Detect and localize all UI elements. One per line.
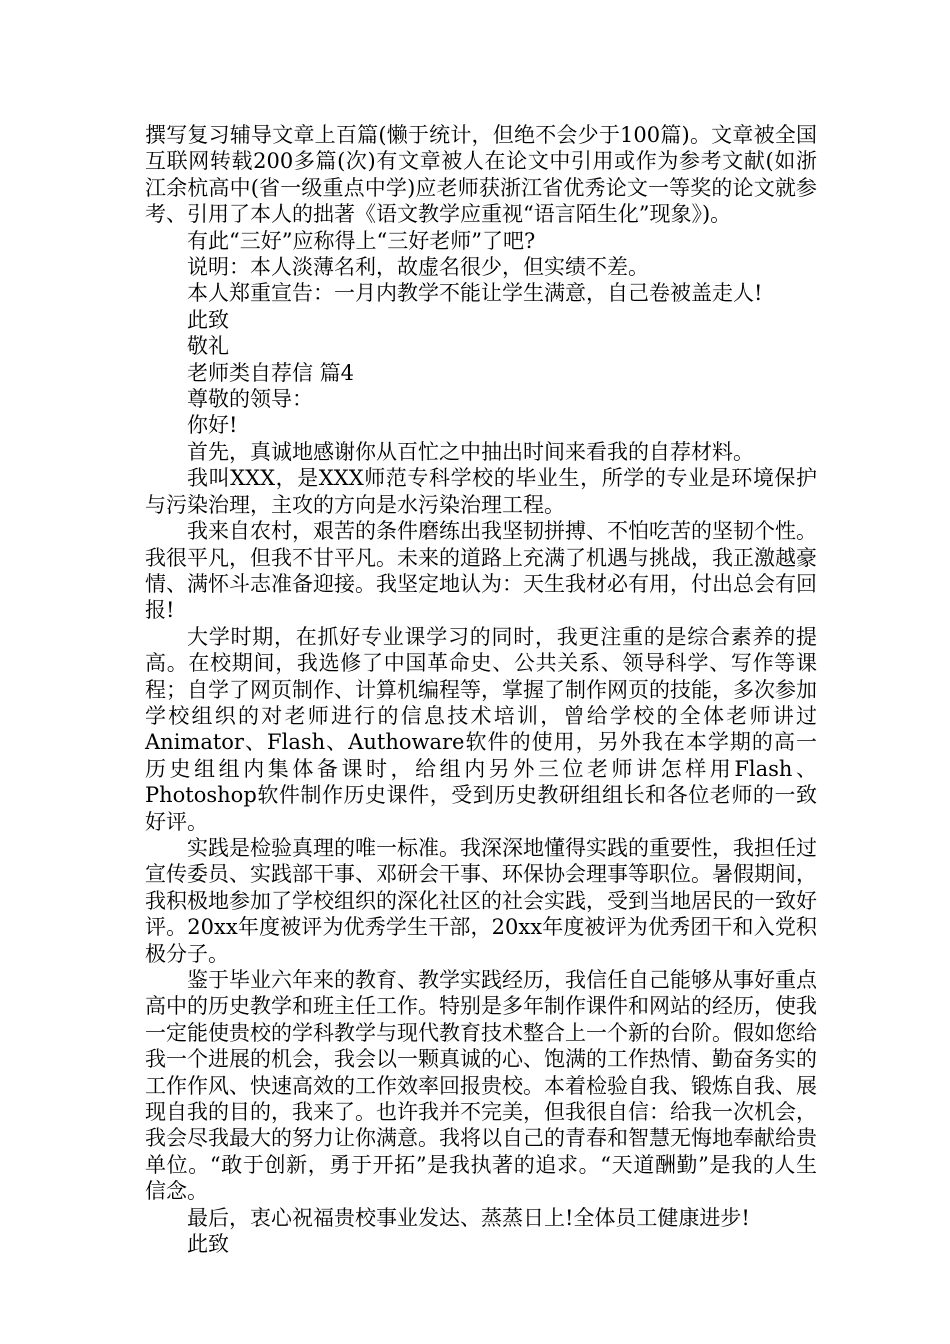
paragraph-3: 说明：本人淡薄名利，故虚名很少，但实绩不差。 <box>187 255 649 280</box>
paragraph-1: 撰写复习辅导文章上百篇(懒于统计，但绝不会少于100篇)。文章被全国互联网转载200多篇(次)有文章被人在论文中引用或作为参考文献(如浙江余杭高中(省一级重点中学)应老师获浙江省优秀论文一等奖的论文就参考、引用了本人的拙著《语文教学应重视“语言陌生化”现象》)。 <box>145 123 817 227</box>
section-heading: 老师类自荐信 篇4 <box>187 360 355 385</box>
closing-greeting-2: 此致 <box>187 1232 229 1257</box>
paragraph-2: 有此“三好”应称得上“三好老师”了吧? <box>187 228 536 253</box>
salutation: 尊敬的领导： <box>187 387 313 412</box>
closing-salute: 敬礼 <box>187 334 229 359</box>
paragraph-4: 本人郑重宣告：一月内教学不能让学生满意，自己卷被盖走人! <box>187 281 763 306</box>
closing-greeting-1: 此致 <box>187 307 229 332</box>
paragraph-16: 最后，衷心祝福贵校事业发达、蒸蒸日上!全体员工健康进步! <box>187 1205 750 1230</box>
paragraph-11: 我叫XXX，是XXX师范专科学校的毕业生，所学的专业是环境保护与污染治理，主攻的方向是水污染治理工程。 <box>145 466 817 517</box>
paragraph-10: 首先，真诚地感谢你从百忙之中抽出时间来看我的自荐材料。 <box>187 439 754 464</box>
paragraph-13: 大学时期，在抓好专业课学习的同时，我更注重的是综合素养的提高。在校期间，我选修了中国革命史、公共关系、领导科学、写作等课程；自学了网页制作、计算机编程等，掌握了制作网页的技能，多次参加学校组织的对老师进行的信息技术培训，曾给学校的全体老师讲过Animator、Flash、Authoware软件的使用，另外我在本学期的高一历史组组内集体备课时，给组内另外三位老师讲怎样用Flash、Photoshop软件制作历史课件，受到历史教研组组长和各位老师的一致好评。 <box>145 624 817 834</box>
document-page <box>145 122 817 1257</box>
paragraph-15: 鉴于毕业六年来的教育、教学实践经历，我信任自己能够从事好重点高中的历史教学和班主任工作。特别是多年制作课件和网站的经历，使我一定能使贵校的学科教学与现代教育技术整合上一个新的台阶。假如您给我一个进展的机会，我会以一颗真诚的心、饱满的工作热情、勤奋务实的工作作风、快速高效的工作效率回报贵校。本着检验自我、锻炼自我、展现自我的目的，我来了。也许我并不完美，但我很自信：给我一次机会，我会尽我最大的努力让你满意。我将以自己的青春和智慧无悔地奉献给贵单位。“敢于创新，勇于开拓”是我执著的追求。“天道酬勤”是我的人生信念。 <box>145 968 817 1204</box>
greeting: 你好! <box>187 413 238 438</box>
paragraph-14: 实践是检验真理的唯一标准。我深深地懂得实践的重要性，我担任过宣传委员、实践部干事、邓研会干事、环保协会理事等职位。暑假期间，我积极地参加了学校组织的深化社区的社会实践，受到当地居民的一致好评。20xx年度被评为优秀学生干部，20xx年度被评为优秀团干和入党积极分子。 <box>145 835 817 966</box>
paragraph-12: 我来自农村，艰苦的条件磨练出我坚韧拼搏、不怕吃苦的坚韧个性。我很平凡，但我不甘平凡。未来的道路上充满了机遇与挑战，我正激越豪情、满怀斗志准备迎接。我坚定地认为：天生我材必有用，付出总会有回报! <box>145 519 817 623</box>
